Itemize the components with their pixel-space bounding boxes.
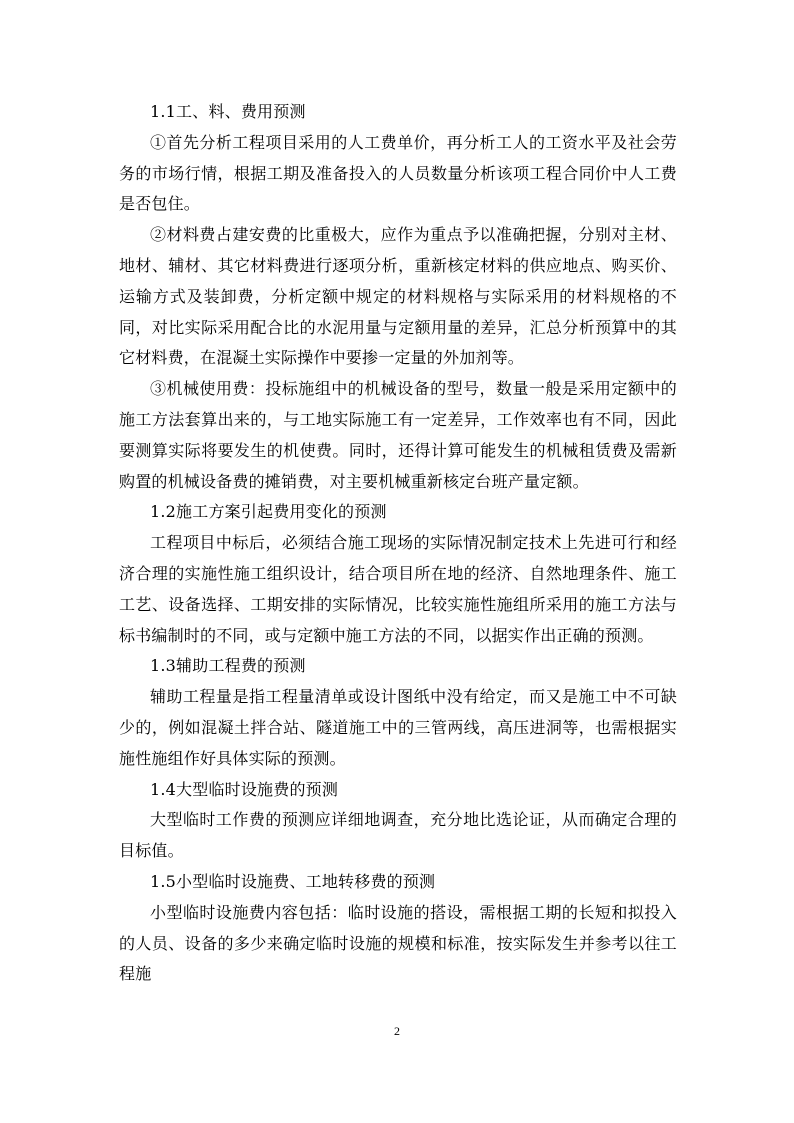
paragraph-machinery-cost: ③机械使用费：投标施组中的机械设备的型号，数量一般是采用定额中的施工方法套算出来的，与工地实际施工有一定差异，工作效率也有不同，因此要测算实际将要发生的机使费。同时，还得计算可能发生的机械租赁费及需新购置的机械设备费的摊销费，对主要机械重新核定台班产量定额。: [119, 379, 677, 491]
document-body: [119, 97, 677, 990]
paragraph-auxiliary-works: 辅助工程量是指工程量清单或设计图纸中没有给定，而又是施工中不可缺少的，例如混凝土拌合站、隧道施工中的三管两线，高压进洞等，也需根据实施性施组作好具体实际的预测。: [119, 687, 677, 768]
section-heading-1-4: 1.4大型临时设施费的预测: [150, 779, 339, 799]
section-heading-1-3: 1.3辅助工程费的预测: [150, 656, 306, 676]
paragraph-large-temporary-facilities: 大型临时工作费的预测应详细地调查，充分地比选论证，从而确定合理的目标值。: [119, 810, 677, 861]
paragraph-labor-cost: ①首先分析工程项目采用的人工费单价，再分析工人的工资水平及社会劳务的市场行情，根据工期及准备投入的人员数量分析该项工程合同价中人工费是否包住。: [119, 132, 677, 214]
paragraph-material-cost: ②材料费占建安费的比重极大，应作为重点予以准确把握，分别对主材、地材、辅材、其它材料费进行逐项分析，重新核定材料的供应地点、购买价、运输方式及装卸费，分析定额中规定的材料规格与实际采用的材料规格的不同，对比实际采用配合比的水泥用量与定额用量的差异，汇总分析预算中的其它材料费，在混凝土实际操作中要掺一定量的外加剂等。: [119, 225, 677, 368]
section-heading-1-5: 1.5小型临时设施费、工地转移费的预测: [150, 871, 436, 891]
paragraph-small-temporary-facilities: 小型临时设施费内容包括：临时设施的搭设，需根据工期的长短和拟投入的人员、设备的多少来确定临时设施的规模和标准，按实际发生并参考以往工程施: [119, 902, 677, 984]
paragraph-construction-plan: 工程项目中标后，必须结合施工现场的实际情况制定技术上先进可行和经济合理的实施性施工组织设计，结合项目所在地的经济、自然地理条件、施工工艺、设备选择、工期安排的实际情况，比较实施性施组所采用的施工方法与标书编制时的不同，或与定额中施工方法的不同，以据实作出正确的预测。: [119, 533, 677, 645]
page-number: 2: [394, 1024, 400, 1038]
section-heading-1-2: 1.2施工方案引起费用变化的预测: [150, 502, 387, 522]
section-heading-1-1: 1.1工、料、费用预测: [150, 102, 306, 121]
